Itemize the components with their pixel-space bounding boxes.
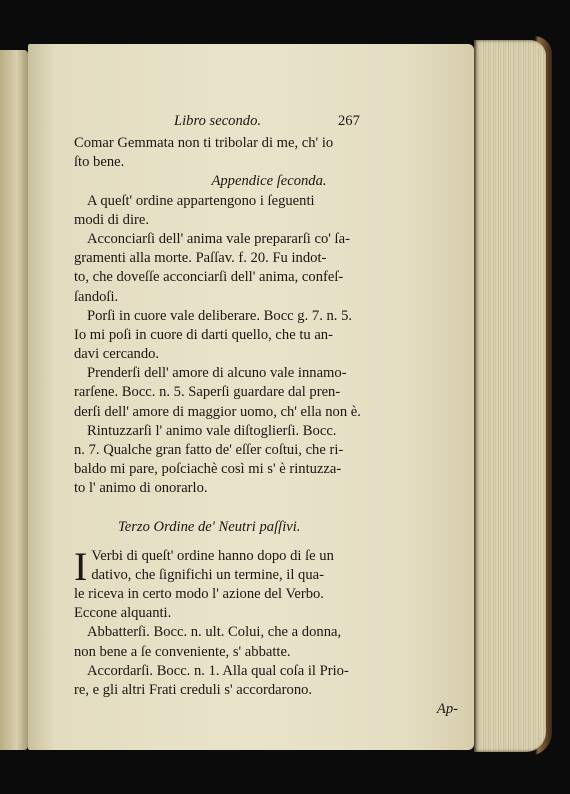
- text-line: le riceva in certo modo l' azione del Verbo.: [74, 585, 324, 602]
- text-line: modi di dire.: [74, 211, 149, 228]
- text-line: Prenderſi dell' amore di alcuno vale innamo-: [87, 365, 347, 382]
- text-line: baldo mi pare, poſciachè così mi s' è rintuzza-: [74, 461, 342, 478]
- catchword: Ap-: [436, 701, 458, 718]
- text-line: Eccone alquanti.: [74, 605, 172, 622]
- text-line: rarſene. Bocc. n. 5. Saperſi guardare dal pren-: [74, 384, 341, 401]
- page-number: 267: [338, 113, 360, 129]
- text-line: Rintuzzarſi l' animo vale diſtoglierſi. Bocc.: [87, 422, 337, 439]
- text-line: dativo, che ſignifichi un termine, il qua-: [91, 566, 324, 583]
- text-line: A queſt' ordine appartengono i ſeguenti: [87, 192, 315, 209]
- drop-cap: I: [74, 543, 88, 589]
- text-block-upper: [74, 134, 464, 499]
- text-line: Accordarſi. Bocc. n. 1. Alla qual coſa il Prio-: [87, 662, 349, 679]
- text-line: Comar Gemmata non ti tribolar di me, ch' io: [74, 135, 334, 151]
- text-line: to, che doveſſe acconciarſi dell' anima, confeſ-: [74, 269, 344, 286]
- text-line: derſi dell' amore di maggior uomo, ch' ella non è.: [74, 403, 361, 420]
- text-line: Porſi in cuore vale deliberare. Bocc g. 7. n. 5.: [87, 307, 353, 324]
- text-line: ſandoſi.: [74, 288, 119, 305]
- section-title: Terzo Ordine de' Neutri paſſivi.: [118, 518, 301, 535]
- page-header: [74, 112, 464, 134]
- text-line: to l' animo di onorarlo.: [74, 480, 208, 497]
- text-line: Verbi di queſt' ordine hanno dopo di ſe un: [91, 547, 334, 564]
- text-line: re, e gli altri Frati creduli s' accordarono.: [74, 681, 313, 698]
- text-line: Abbatterſi. Bocc. n. ult. Colui, che a donna,: [87, 624, 342, 641]
- text-line: Appendice ſeconda.: [211, 173, 327, 190]
- text-line: non bene a ſe conveniente, s' abbatte.: [74, 643, 291, 660]
- text-line: gramenti alla morte. Paſſav. f. 20. Fu indot-: [74, 250, 327, 267]
- text-line: Io mi poſi in cuore di darti quello, che tu an-: [74, 326, 333, 343]
- text-block-lower: [74, 543, 464, 701]
- text-line: Acconciarſi dell' anima vale prepararſi co' ſa-: [87, 230, 350, 247]
- page-text: [74, 112, 464, 719]
- text-line: davi cercando.: [74, 346, 160, 363]
- text-line: ſto bene.: [74, 154, 125, 171]
- running-head: Libro secondo.: [174, 113, 262, 129]
- text-line: n. 7. Qualche gran fatto de' eſſer coſtui, che ri-: [74, 442, 344, 458]
- left-page-edge: [0, 50, 28, 750]
- page-edges: [474, 40, 546, 752]
